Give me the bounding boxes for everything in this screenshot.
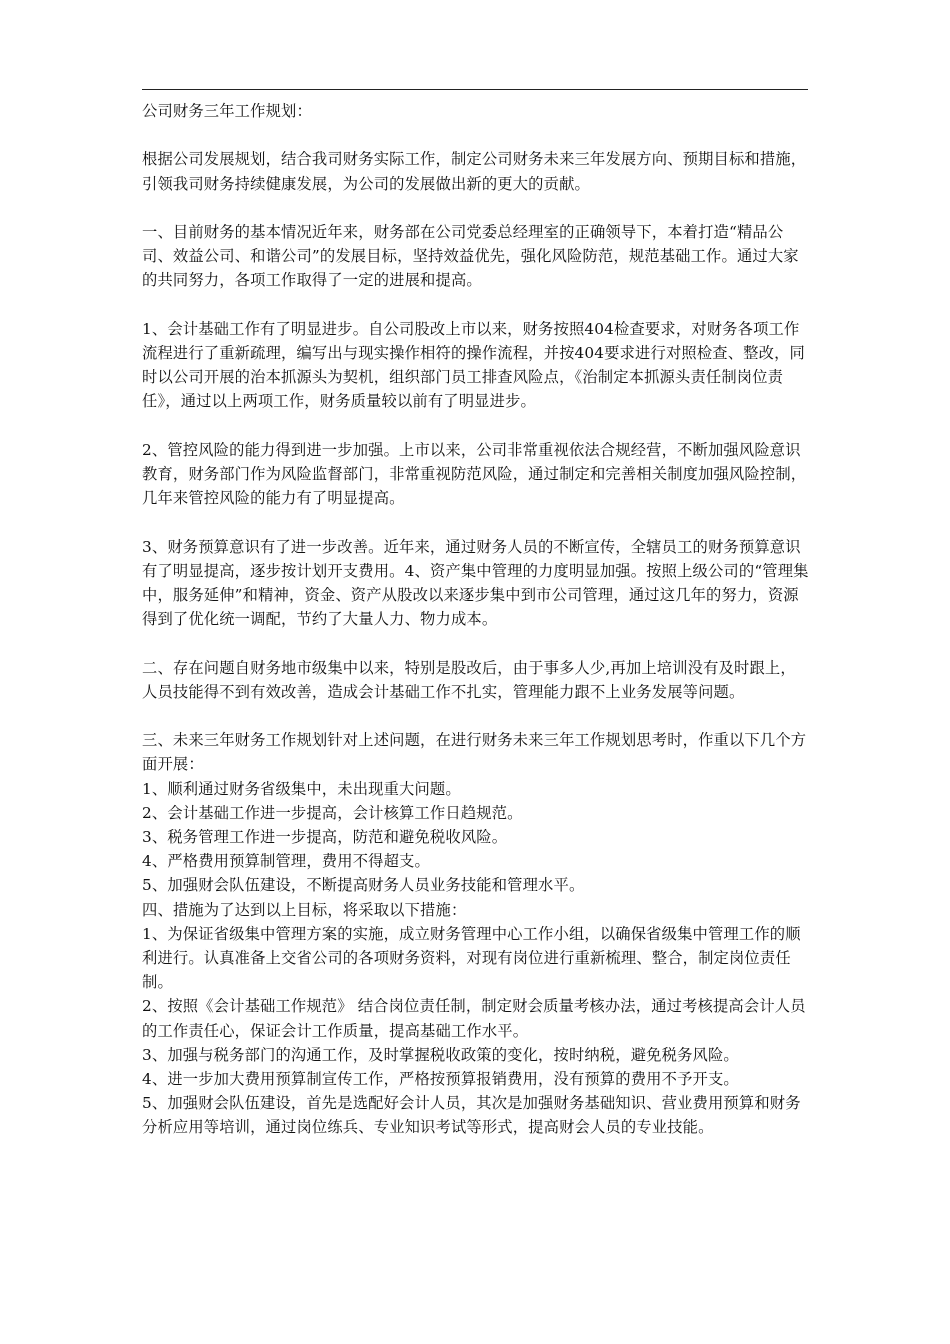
- list-item: 4、进一步加大费用预算制宣传工作，严格按预算报销费用，没有预算的费用不予开支。: [142, 1070, 739, 1089]
- list-item: 5、加强财会队伍建设，不断提高财务人员业务技能和管理水平。: [142, 876, 585, 895]
- section1-item-3: 3、财务预算意识有了进一步改善。近年来，通过财务人员的不断宣传，全辖员工的财务预算意识有了明显提高，逐步按计划开支费用。4、资产集中管理的力度明显加强。按照上级公司的“管理集中，服务延伸”和精神，资金、资产从股改以来逐步集中到市公司管理，通过这几年的努力，资源得到了优化统一调配，节约了大量人力、物力成本。: [142, 537, 809, 629]
- section1-paragraph: 一、目前财务的基本情况近年来，财务部在公司党委总经理室的正确领导下，本着打造“精品公司、效益公司、和谐公司”的发展目标，坚持效益优先，强化风险防范，规范基础工作。通过大家的共同努力，各项工作取得了一定的进展和提高。: [142, 222, 799, 290]
- section1-item-1: 1、会计基础工作有了明显进步。自公司股改上市以来，财务按照404检查要求，对财务各项工作流程进行了重新疏理，编写出与现实操作相符的操作流程，并按404要求进行对照检查、整改，同时以公司开展的治本抓源头为契机，组织部门员工排查风险点，《治制定本抓源头责任制岗位责任》，通过以上两项工作，财务质量较以前有了明显进步。: [142, 319, 805, 411]
- paragraph-gap: [142, 123, 810, 147]
- paragraph-gap: [142, 704, 810, 728]
- paragraph-gap: [142, 631, 810, 655]
- paragraph-gap: [142, 196, 810, 220]
- paragraph-gap: [142, 293, 810, 317]
- paragraph-gap: [142, 510, 810, 534]
- document-body: [142, 99, 810, 1140]
- list-item: 1、顺利通过财务省级集中，未出现重大问题。: [142, 779, 461, 798]
- list-item: 2、会计基础工作进一步提高，会计核算工作日趋规范。: [142, 803, 523, 822]
- section3-paragraph: 三、未来三年财务工作规划针对上述问题，在进行财务未来三年工作规划思考时，作重以下几个方面开展：: [142, 731, 807, 774]
- list-item: 3、税务管理工作进一步提高，防范和避免税收风险。: [142, 827, 508, 846]
- list-item: 3、加强与税务部门的沟通工作，及时掌握税收政策的变化，按时纳税，避免税务风险。: [142, 1045, 739, 1064]
- document-title: 公司财务三年工作规划：: [142, 102, 312, 120]
- list-item: 2、按照《会计基础工作规范》 结合岗位责任制，制定财会质量考核办法，通过考核提高会计人员的工作责任心，保证会计工作质量，提高基础工作水平。: [142, 997, 806, 1040]
- header-divider: [142, 89, 808, 90]
- list-item: 4、严格费用预算制管理，费用不得超支。: [142, 852, 430, 871]
- intro-paragraph: 根据公司发展规划，结合我司财务实际工作，制定公司财务未来三年发展方向、预期目标和措施，引领我司财务持续健康发展，为公司的发展做出新的更大的贡献。: [142, 150, 807, 193]
- section1-item-2: 2、管控风险的能力得到进一步加强。上市以来，公司非常重视依法合规经营，不断加强风险意识教育，财务部门作为风险监督部门，非常重视防范风险，通过制定和完善相关制度加强风险控制，几年来管控风险的能力有了明显提高。: [142, 440, 807, 508]
- list-item: 1、为保证省级集中管理方案的实施，成立财务管理中心工作小组，以确保省级集中管理工作的顺利进行。认真准备上交省公司的各项财务资料，对现有岗位进行重新梳理、整合，制定岗位责任制。: [142, 924, 801, 992]
- section2-paragraph: 二、存在问题自财务地市级集中以来，特别是股改后，由于事多人少,再加上培训没有及时跟上，人员技能得不到有效改善，造成会计基础工作不扎实，管理能力跟不上业务发展等问题。: [142, 658, 796, 701]
- section4-paragraph: 四、措施为了达到以上目标，将采取以下措施：: [142, 900, 467, 919]
- paragraph-gap: [142, 414, 810, 438]
- list-item: 5、加强财会队伍建设，首先是选配好会计人员，其次是加强财务基础知识、营业费用预算和财务分析应用等培训，通过岗位练兵、专业知识考试等形式，提高财会人员的专业技能。: [142, 1094, 801, 1137]
